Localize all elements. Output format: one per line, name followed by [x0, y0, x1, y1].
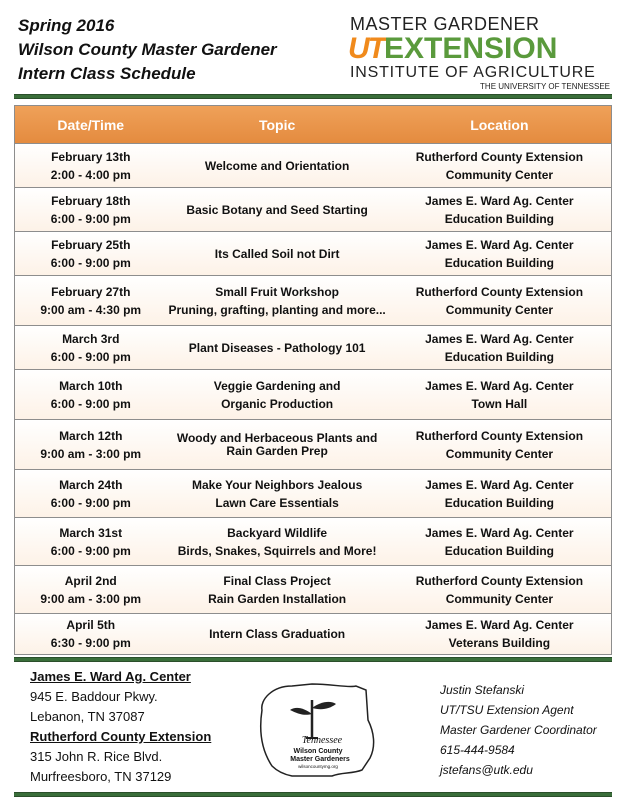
location-building: Education Building [444, 543, 555, 558]
location-name: Rutherford County Extension [415, 573, 584, 588]
tennessee-seal-graphic [252, 680, 380, 780]
class-time: 6:00 - 9:00 pm [50, 495, 131, 510]
venue-name: Rutherford County Extension [30, 729, 212, 744]
venue-name: James E. Ward Ag. Center [30, 669, 191, 684]
table-row [15, 566, 611, 614]
location-building: Education Building [444, 349, 555, 364]
page-header [0, 0, 627, 95]
location-cell [388, 236, 611, 272]
seal-state: Tennessee [301, 735, 343, 746]
class-date: April 5th [66, 618, 116, 632]
topic-cell [166, 201, 387, 219]
table-row [15, 614, 611, 654]
location-name: Rutherford County Extension [415, 428, 584, 443]
location-name: James E. Ward Ag. Center [425, 378, 574, 393]
class-date: March 12th [59, 428, 123, 443]
date-time-cell [15, 476, 166, 512]
class-date: March 24th [59, 477, 123, 492]
class-topic-detail: Lawn Care Essentials [215, 495, 339, 510]
contact-phone: 615-444-9584 [440, 743, 515, 757]
topic-cell [166, 377, 387, 413]
class-time: 9:00 am - 4:30 pm [40, 302, 142, 317]
ut-extension-logo [348, 14, 616, 92]
table-row [15, 420, 611, 470]
location-cell [388, 572, 611, 608]
class-time: 6:00 - 9:00 pm [50, 543, 131, 558]
location-name: James E. Ward Ag. Center [425, 525, 574, 540]
seal-website: wilsoncountymg.org [298, 764, 338, 769]
venue-address-line: 945 E. Baddour Pkwy. [30, 689, 158, 704]
table-header [15, 106, 611, 144]
location-cell [388, 330, 611, 366]
logo-master-gardener: MASTER GARDENER [350, 14, 540, 34]
bottom-divider [14, 792, 612, 797]
title-program: Wilson County Master Gardener [18, 40, 277, 59]
title-schedule: Intern Class Schedule [18, 64, 196, 83]
logo-wordmark [348, 34, 616, 64]
contact-email: jstefans@utk.edu [440, 763, 533, 777]
class-time: 9:00 am - 3:00 pm [40, 446, 142, 461]
location-cell [388, 192, 611, 228]
date-time-cell [15, 236, 166, 272]
contact-info [440, 680, 597, 780]
class-topic: Make Your Neighbors Jealous [191, 477, 363, 492]
date-time-cell [15, 283, 166, 319]
class-date: April 2nd [64, 573, 117, 588]
header-date: Date/Time [57, 116, 125, 133]
table-row [15, 276, 611, 326]
date-time-cell [15, 148, 166, 184]
location-building: Community Center [445, 302, 554, 317]
title-season: Spring 2016 [18, 16, 115, 35]
topic-cell [166, 524, 387, 560]
class-date: March 3rd [62, 331, 120, 346]
class-topic-detail: Rain Garden Installation [208, 591, 347, 606]
class-date: February 18th [51, 193, 131, 208]
wilson-county-master-gardeners-seal [252, 680, 380, 780]
location-cell [388, 377, 611, 413]
date-time-cell [15, 330, 166, 366]
venue-addresses [30, 667, 211, 787]
class-time: 2:00 - 4:00 pm [50, 167, 131, 182]
logo-ut: UT [348, 32, 384, 65]
date-time-cell [15, 192, 166, 228]
class-topic-detail: Rain Garden Prep [226, 443, 328, 458]
date-time-cell [15, 616, 166, 652]
table-row [15, 326, 611, 370]
seal-organization: Master Gardeners [290, 756, 350, 763]
location-name: James E. Ward Ag. Center [425, 193, 574, 208]
class-date: March 31st [59, 525, 123, 540]
class-topic-detail: Organic Production [221, 396, 334, 411]
class-time: 6:30 - 9:00 pm [50, 636, 131, 650]
location-name: James E. Ward Ag. Center [425, 237, 574, 252]
class-date: February 25th [51, 237, 131, 252]
location-building: Education Building [444, 495, 555, 510]
location-cell [388, 524, 611, 560]
class-topic: Basic Botany and Seed Starting [186, 202, 368, 217]
location-building: Education Building [444, 255, 555, 270]
class-topic: Woody and Herbaceous Plants and [176, 430, 378, 445]
date-time-cell [15, 524, 166, 560]
schedule-table [14, 105, 612, 655]
topic-cell [166, 572, 387, 608]
location-cell [388, 476, 611, 512]
logo-extension: EXTENSION [384, 32, 558, 65]
class-time: 6:00 - 9:00 pm [50, 349, 131, 364]
class-topic: Backyard Wildlife [227, 525, 328, 540]
table-row [15, 144, 611, 188]
date-time-cell [15, 572, 166, 608]
location-name: James E. Ward Ag. Center [425, 477, 574, 492]
date-time-cell [15, 427, 166, 463]
class-topic: Veggie Gardening and [213, 378, 341, 393]
table-body [15, 144, 611, 654]
class-topic: Plant Diseases - Pathology 101 [188, 340, 366, 355]
location-cell [388, 283, 611, 319]
logo-institute: INSTITUTE OF AGRICULTURE [350, 64, 596, 81]
date-time-cell [15, 377, 166, 413]
location-building: Veterans Building [448, 636, 551, 650]
logo-university: THE UNIVERSITY OF TENNESSEE [480, 82, 610, 91]
class-topic: Welcome and Orientation [204, 158, 350, 173]
class-topic: Intern Class Graduation [209, 627, 346, 641]
location-name: Rutherford County Extension [415, 284, 584, 299]
contact-role: Master Gardener Coordinator [440, 723, 597, 737]
contact-title: UT/TSU Extension Agent [440, 703, 574, 717]
header-topic: Topic [258, 116, 296, 133]
footer-divider [14, 657, 612, 662]
topic-cell [166, 625, 387, 643]
class-date: March 10th [59, 378, 123, 393]
location-building: Education Building [444, 211, 555, 226]
table-row [15, 470, 611, 518]
topic-cell [166, 432, 387, 458]
class-topic-detail: Birds, Snakes, Squirrels and More! [177, 543, 377, 558]
location-building: Town Hall [471, 396, 528, 411]
location-name: James E. Ward Ag. Center [425, 331, 574, 346]
topic-cell [166, 157, 387, 175]
contact-name: Justin Stefanski [440, 683, 525, 697]
venue-address-line: 315 John R. Rice Blvd. [30, 749, 163, 764]
class-time: 6:00 - 9:00 pm [50, 396, 131, 411]
class-topic-detail: Pruning, grafting, planting and more... [168, 302, 386, 317]
location-name: Rutherford County Extension [415, 149, 584, 164]
table-row [15, 188, 611, 232]
seal-county: Wilson County [293, 748, 343, 755]
header-divider [14, 94, 612, 99]
class-topic: Final Class Project [223, 573, 331, 588]
class-date: February 13th [51, 149, 131, 164]
table-row [15, 232, 611, 276]
location-building: Community Center [445, 591, 554, 606]
topic-cell [166, 476, 387, 512]
location-cell [388, 616, 611, 652]
class-topic: Small Fruit Workshop [215, 284, 339, 299]
table-row [15, 370, 611, 420]
topic-cell [166, 245, 387, 263]
schedule-title [18, 14, 277, 86]
location-building: Community Center [445, 446, 554, 461]
topic-cell [166, 283, 387, 319]
class-time: 9:00 am - 3:00 pm [40, 591, 142, 606]
location-cell [388, 148, 611, 184]
class-date: February 27th [51, 284, 131, 299]
class-time: 6:00 - 9:00 pm [50, 255, 131, 270]
location-name: James E. Ward Ag. Center [425, 618, 574, 632]
table-row [15, 518, 611, 566]
class-topic: Its Called Soil not Dirt [214, 246, 340, 261]
location-building: Community Center [445, 167, 554, 182]
topic-cell [166, 339, 387, 357]
venue-city-line: Murfreesboro, TN 37129 [30, 769, 172, 784]
header-location: Location [470, 116, 529, 133]
location-cell [388, 427, 611, 463]
class-time: 6:00 - 9:00 pm [50, 211, 131, 226]
venue-city-line: Lebanon, TN 37087 [30, 709, 145, 724]
